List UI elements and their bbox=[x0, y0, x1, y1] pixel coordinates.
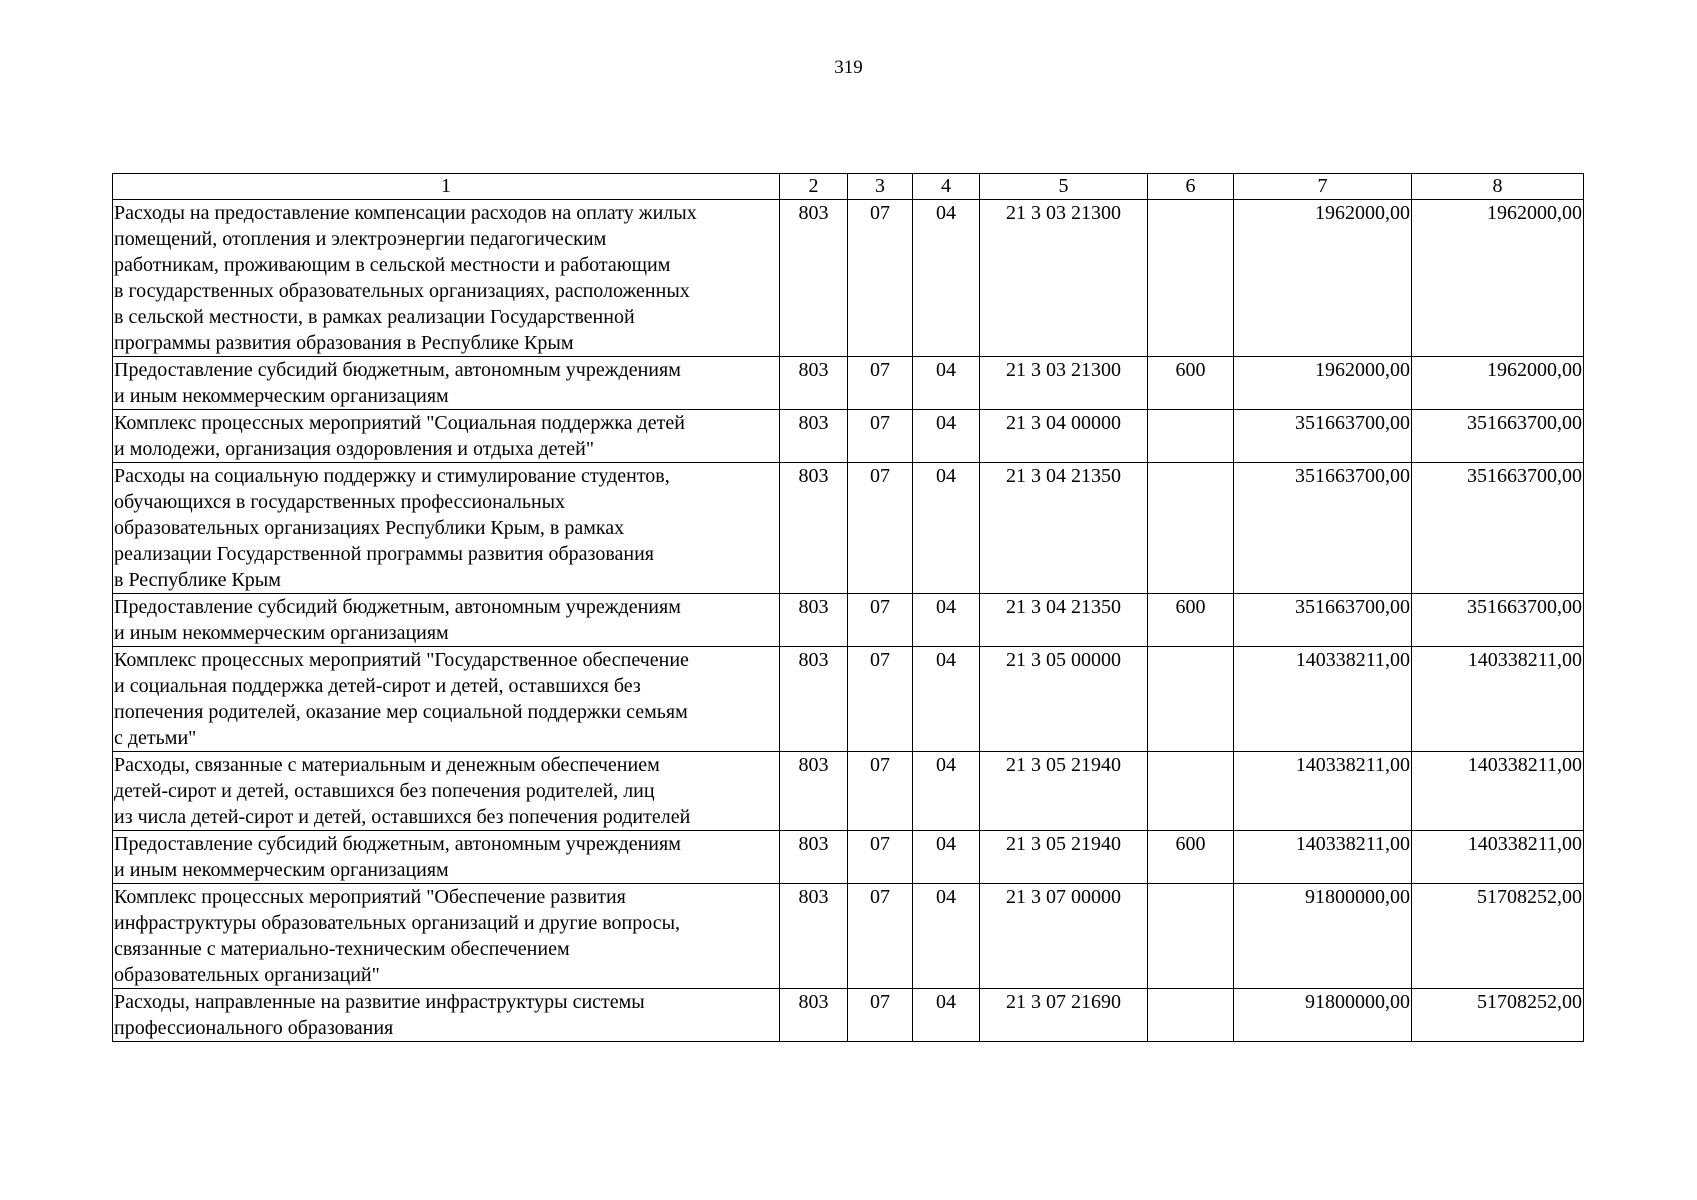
row-description: Комплекс процессных мероприятий "Социальная поддержка детей и молодежи, организация оздоровления и отдыха детей" bbox=[113, 410, 780, 463]
table-header-row bbox=[113, 174, 1584, 200]
row-code-5: 21 3 05 00000 bbox=[980, 647, 1148, 752]
row-amount-7: 91800000,00 bbox=[1234, 884, 1412, 989]
row-code-5: 21 3 04 00000 bbox=[980, 410, 1148, 463]
row-amount-8: 140338211,00 bbox=[1412, 831, 1584, 884]
row-code-2: 803 bbox=[780, 357, 848, 410]
row-amount-7: 351663700,00 bbox=[1234, 594, 1412, 647]
row-code-6 bbox=[1148, 200, 1234, 357]
row-code-6 bbox=[1148, 752, 1234, 831]
table-row bbox=[113, 752, 1584, 831]
row-description: Расходы, направленные на развитие инфраструктуры системы профессионального образования bbox=[113, 989, 780, 1042]
row-amount-7: 1962000,00 bbox=[1234, 200, 1412, 357]
row-code-3: 07 bbox=[848, 463, 913, 594]
row-code-3: 07 bbox=[848, 410, 913, 463]
row-code-5: 21 3 03 21300 bbox=[980, 200, 1148, 357]
table-row bbox=[113, 410, 1584, 463]
row-description: Расходы на предоставление компенсации расходов на оплату жилых помещений, отопления и электроэнергии педагогическим работникам, проживающим в сельской местности и работающим в государственных образовательных организациях, расположенных в сельской местности, в рамках реализации Государственной программы развития образования в Республике Крым bbox=[113, 200, 780, 357]
row-code-4: 04 bbox=[913, 200, 980, 357]
table-row bbox=[113, 594, 1584, 647]
row-code-3: 07 bbox=[848, 884, 913, 989]
row-description: Комплекс процессных мероприятий "Государственное обеспечение и социальная поддержка детей-сирот и детей, оставшихся без попечения родителей, оказание мер социальной поддержки семьям с детьми" bbox=[113, 647, 780, 752]
row-code-6 bbox=[1148, 463, 1234, 594]
column-header: 4 bbox=[913, 174, 980, 200]
row-amount-7: 351663700,00 bbox=[1234, 410, 1412, 463]
row-code-3: 07 bbox=[848, 357, 913, 410]
row-amount-8: 1962000,00 bbox=[1412, 200, 1584, 357]
row-code-4: 04 bbox=[913, 884, 980, 989]
row-code-3: 07 bbox=[848, 752, 913, 831]
column-header: 7 bbox=[1234, 174, 1412, 200]
row-code-6: 600 bbox=[1148, 594, 1234, 647]
table-row bbox=[113, 989, 1584, 1042]
row-description: Предоставление субсидий бюджетным, автономным учреждениям и иным некоммерческим организациям bbox=[113, 357, 780, 410]
row-code-6 bbox=[1148, 410, 1234, 463]
row-code-4: 04 bbox=[913, 752, 980, 831]
row-code-4: 04 bbox=[913, 647, 980, 752]
row-amount-7: 140338211,00 bbox=[1234, 831, 1412, 884]
table-row bbox=[113, 200, 1584, 357]
row-code-3: 07 bbox=[848, 647, 913, 752]
row-description: Предоставление субсидий бюджетным, автономным учреждениям и иным некоммерческим организациям bbox=[113, 594, 780, 647]
row-code-4: 04 bbox=[913, 357, 980, 410]
row-code-6 bbox=[1148, 884, 1234, 989]
table-row bbox=[113, 463, 1584, 594]
row-amount-7: 91800000,00 bbox=[1234, 989, 1412, 1042]
row-amount-8: 140338211,00 bbox=[1412, 752, 1584, 831]
row-description: Расходы, связанные с материальным и денежным обеспечением детей-сирот и детей, оставшихся без попечения родителей, лиц из числа детей-сирот и детей, оставшихся без попечения родителей bbox=[113, 752, 780, 831]
row-code-2: 803 bbox=[780, 410, 848, 463]
row-code-2: 803 bbox=[780, 463, 848, 594]
row-code-5: 21 3 04 21350 bbox=[980, 463, 1148, 594]
row-code-2: 803 bbox=[780, 200, 848, 357]
row-code-6: 600 bbox=[1148, 831, 1234, 884]
row-code-6 bbox=[1148, 647, 1234, 752]
row-amount-7: 140338211,00 bbox=[1234, 752, 1412, 831]
table-row bbox=[113, 884, 1584, 989]
row-code-2: 803 bbox=[780, 884, 848, 989]
row-code-5: 21 3 07 21690 bbox=[980, 989, 1148, 1042]
row-code-2: 803 bbox=[780, 594, 848, 647]
table-row bbox=[113, 831, 1584, 884]
column-header: 1 bbox=[113, 174, 780, 200]
row-description: Расходы на социальную поддержку и стимулирование студентов, обучающихся в государственных профессиональных образовательных организациях Республики Крым, в рамках реализации Государственной программы развития образования в Республике Крым bbox=[113, 463, 780, 594]
row-amount-7: 1962000,00 bbox=[1234, 357, 1412, 410]
row-code-2: 803 bbox=[780, 831, 848, 884]
row-code-6: 600 bbox=[1148, 357, 1234, 410]
table-row bbox=[113, 647, 1584, 752]
column-header: 8 bbox=[1412, 174, 1584, 200]
column-header: 3 bbox=[848, 174, 913, 200]
row-code-2: 803 bbox=[780, 989, 848, 1042]
row-amount-8: 140338211,00 bbox=[1412, 647, 1584, 752]
row-code-3: 07 bbox=[848, 594, 913, 647]
row-code-6 bbox=[1148, 989, 1234, 1042]
row-amount-8: 351663700,00 bbox=[1412, 594, 1584, 647]
row-code-5: 21 3 07 00000 bbox=[980, 884, 1148, 989]
column-header: 2 bbox=[780, 174, 848, 200]
row-amount-7: 140338211,00 bbox=[1234, 647, 1412, 752]
row-description: Предоставление субсидий бюджетным, автономным учреждениям и иным некоммерческим организациям bbox=[113, 831, 780, 884]
row-amount-8: 351663700,00 bbox=[1412, 463, 1584, 594]
row-amount-8: 1962000,00 bbox=[1412, 357, 1584, 410]
row-code-4: 04 bbox=[913, 410, 980, 463]
column-header: 5 bbox=[980, 174, 1148, 200]
row-code-2: 803 bbox=[780, 752, 848, 831]
row-amount-7: 351663700,00 bbox=[1234, 463, 1412, 594]
row-code-5: 21 3 04 21350 bbox=[980, 594, 1148, 647]
row-description: Комплекс процессных мероприятий "Обеспечение развития инфраструктуры образовательных организаций и другие вопросы, связанные с материально-техническим обеспечением образовательных организаций" bbox=[113, 884, 780, 989]
row-code-5: 21 3 05 21940 bbox=[980, 752, 1148, 831]
budget-table bbox=[112, 173, 1584, 1042]
row-code-4: 04 bbox=[913, 831, 980, 884]
row-code-4: 04 bbox=[913, 989, 980, 1042]
row-code-3: 07 bbox=[848, 989, 913, 1042]
row-code-2: 803 bbox=[780, 647, 848, 752]
row-code-3: 07 bbox=[848, 200, 913, 357]
table-row bbox=[113, 357, 1584, 410]
row-amount-8: 351663700,00 bbox=[1412, 410, 1584, 463]
row-amount-8: 51708252,00 bbox=[1412, 884, 1584, 989]
page-number: 319 bbox=[834, 57, 863, 78]
row-code-4: 04 bbox=[913, 463, 980, 594]
row-code-5: 21 3 05 21940 bbox=[980, 831, 1148, 884]
row-code-4: 04 bbox=[913, 594, 980, 647]
column-header: 6 bbox=[1148, 174, 1234, 200]
row-code-3: 07 bbox=[848, 831, 913, 884]
row-amount-8: 51708252,00 bbox=[1412, 989, 1584, 1042]
row-code-5: 21 3 03 21300 bbox=[980, 357, 1148, 410]
